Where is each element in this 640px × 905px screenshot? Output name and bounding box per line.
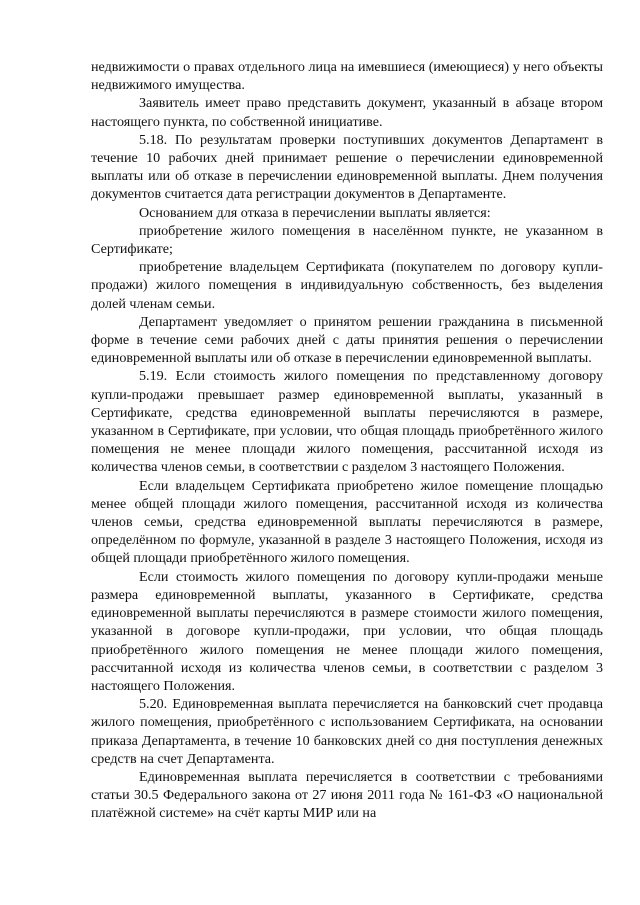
paragraph-3: 5.18. По результатам проверки поступивших документов Департамент в течение 10 рабочих дней принимает решение о перечислении единовременной выплаты или об отказе в перечислении единовременной выплаты. Днем получения документов считается дата регистрации документов в Департаменте. xyxy=(91,131,603,203)
paragraph-10: Если стоимость жилого помещения по договору купли-продажи меньше размера единовременной выплаты, указанного в Сертификате, средства единовременной выплаты перечисляются в размере стоимости жилого помещения, указанной в договоре купли-продажи, при условии, что общая площадь приобретённого жилого помещения не менее площади жилого помещения, рассчитанной исходя из количества членов семьи, в соответствии с разделом 3 настоящего Положения. xyxy=(91,568,603,694)
paragraph-8: 5.19. Если стоимость жилого помещения по представленному договору купли-продажи превышает размер единовременной выплаты, указанный в Сертификате, средства единовременной выплаты перечисляются в размере, указанном в Сертификате, при условии, что общая площадь приобретённого жилого помещения не менее площади жилого помещения, рассчитанной исходя из количества членов семьи, в соответствии с разделом 3 настоящего Положения. xyxy=(91,368,603,476)
paragraph-12: Единовременная выплата перечисляется в соответствии с требованиями статьи 30.5 Федерального закона от 27 июня 2011 года № 161-ФЗ «О национальной платёжной системе» на счёт карты МИР или на xyxy=(91,768,603,822)
paragraph-5: приобретение жилого помещения в населённом пункте, не указанном в Сертификате; xyxy=(91,222,603,258)
paragraph-6: приобретение владельцем Сертификата (покупателем по договору купли-продажи) жилого помещения в индивидуальную собственность, без выделения долей членам семьи. xyxy=(91,259,603,312)
document-page xyxy=(91,58,603,823)
paragraph-9: Если владельцем Сертификата приобретено жилое помещение площадью менее общей площади жилого помещения, рассчитанной исходя из количества членов семьи, средства единовременной выплаты перечисляются в размере, определённом по формуле, указанной в разделе 3 настоящего Положения, исходя из общей площади приобретённого жилого помещения. xyxy=(91,477,603,567)
paragraph-1: недвижимости о правах отдельного лица на имевшиеся (имеющиеся) у него объекты недвижимого имущества. xyxy=(91,59,603,94)
paragraph-7: Департамент уведомляет о принятом решении гражданина в письменной форме в течение семи рабочих дней с даты принятия решения о перечислении единовременной выплаты или об отказе в перечислении единовременной выплаты. xyxy=(91,313,603,367)
paragraph-11: 5.20. Единовременная выплата перечисляется на банковский счет продавца жилого помещения, приобретённого с использованием Сертификата, на основании приказа Департамента, в течение 10 банковских дней со дня поступления денежных средств на счет Департамента. xyxy=(91,696,603,767)
paragraph-4: Основанием для отказа в перечислении выплаты является: xyxy=(139,204,491,221)
paragraph-2: Заявитель имеет право представить документ, указанный в абзаце втором настоящего пункта, по собственной инициативе. xyxy=(91,95,603,130)
